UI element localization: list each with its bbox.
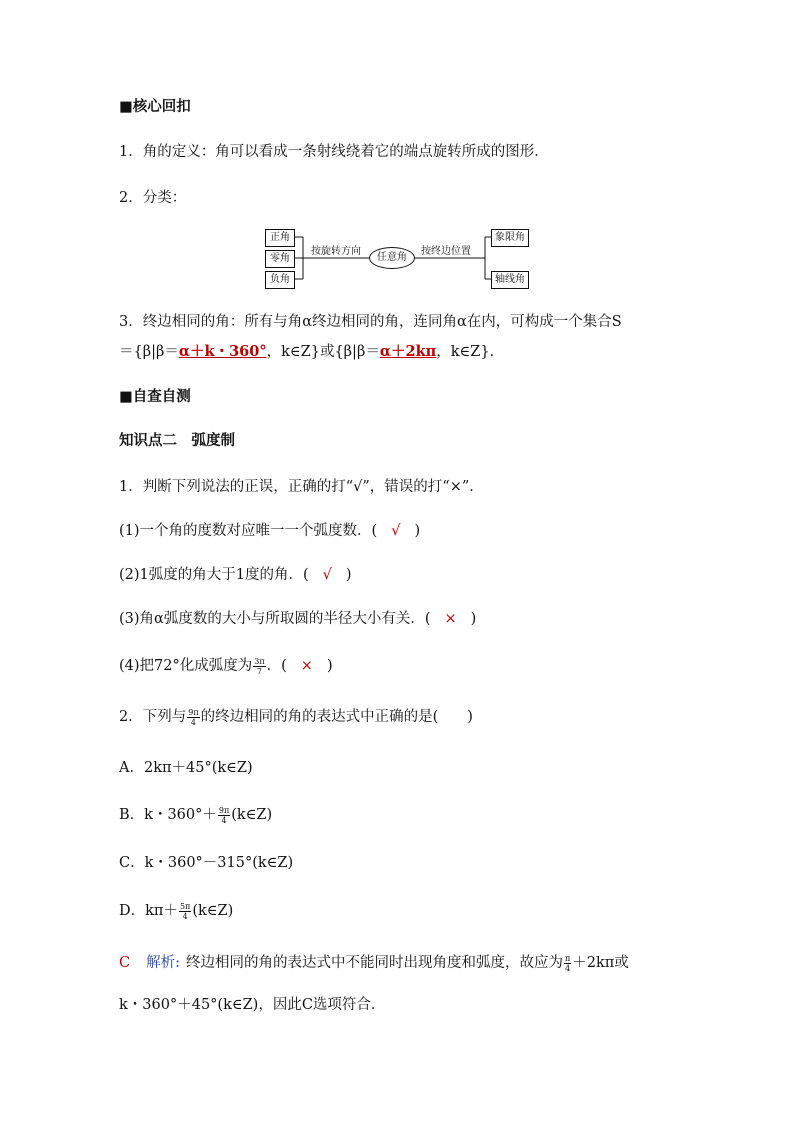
q2-stem [119, 707, 473, 727]
q2-stem-b: 的终边相同的角的表达式中正确的是( ) [200, 709, 473, 725]
q2-stem-a: 2．下列与 [119, 709, 187, 725]
solution-line-1 [119, 953, 629, 973]
q1-item-3-mark: × [444, 611, 457, 627]
q1-item-1-text: (1)一个角的度数对应唯一一个弧度数．( [119, 523, 378, 539]
q1-item-1-mark: √ [391, 523, 401, 539]
box-positive-angle: 正角 [265, 229, 295, 247]
q2-option-b [119, 805, 272, 825]
solution-text-2: ＋2kπ或 [572, 955, 629, 971]
angle-classification-diagram [265, 226, 529, 290]
q1-item-1-close: ) [414, 523, 421, 539]
solution-line-2: k・360°＋45°(k∈Z)，因此C选项符合． [119, 997, 386, 1013]
core-item-3-line2 [119, 342, 504, 362]
q2-option-d-b: (k∈Z) [192, 903, 234, 919]
q1-item-2-text: (2)1弧度的角大于1度的角．( [119, 567, 309, 583]
q2-option-d-a: D．kπ＋ [119, 903, 178, 919]
fraction-pi-4: $\frac{\pi}{4}$ [565, 953, 571, 973]
q2-option-b-b: (k∈Z) [231, 807, 273, 823]
q2-option-a: A．2kπ＋45°(k∈Z) [119, 760, 253, 776]
fraction-3pi-7: $\frac{3\pi}{7}$ [254, 656, 265, 676]
q1-item-3-text: (3)角α弧度数的大小与所取圆的半径大小有关．( [119, 611, 431, 627]
section-core-review: ■核心回扣 [119, 98, 191, 115]
q1-item-4-text: (4)把72°化成弧度为 [119, 658, 253, 674]
set-text-a: ＝{β|β＝ [119, 344, 179, 360]
core-item-2: 2．分类： [119, 190, 187, 206]
core-item-1: 1．角的定义：角可以看成一条射线绕着它的端点旋转所成的图形． [119, 144, 549, 160]
q1-item-2 [119, 565, 352, 585]
solution-text-1: 终边相同的角的表达式中不能同时出现角度和弧度，故应为 [186, 955, 563, 971]
q2-option-b-a: B．k・360°＋ [119, 807, 217, 823]
q1-item-4-mark: × [300, 658, 313, 674]
box-negative-angle: 负角 [265, 271, 295, 289]
core-item-3-line1: 3．终边相同的角：所有与角α终边相同的角，连同角α在内，可构成一个集合S [119, 314, 622, 330]
box-quadrant-angle: 象限角 [491, 229, 529, 247]
solution-answer: C [119, 955, 131, 971]
q1-item-4-close: ) [326, 658, 333, 674]
q2-option-d [119, 901, 233, 921]
knowledge-point-title: 知识点二 弧度制 [119, 432, 235, 449]
set-text-b: ，k∈Z}或{β|β＝ [266, 344, 380, 360]
label-by-rotation: 按旋转方向 [311, 246, 361, 257]
answer-blank-2: α＋2kπ [379, 343, 437, 360]
section-self-check: ■自查自测 [119, 388, 191, 405]
fraction-9pi-4-b: $\frac{9\pi}{4}$ [218, 805, 230, 825]
ellipse-any-angle: 任意角 [369, 247, 415, 269]
answer-blank-1: α＋k・360° [178, 343, 267, 360]
q2-option-c: C．k・360°－315°(k∈Z) [119, 855, 294, 871]
box-axis-angle: 轴线角 [491, 271, 529, 289]
solution-label: 解析: [146, 955, 180, 971]
q1-item-3 [119, 609, 476, 629]
q1-item-2-close: ) [345, 567, 352, 583]
q1-item-3-close: ) [470, 611, 477, 627]
q1-item-4 [119, 656, 333, 676]
fraction-9pi-4: $\frac{9\pi}{4}$ [188, 707, 199, 727]
label-by-terminal-side: 按终边位置 [421, 246, 471, 257]
q1-item-2-mark: √ [322, 567, 332, 583]
set-text-c: ，k∈Z}． [436, 344, 505, 360]
q1-item-1 [119, 521, 420, 541]
q1-item-4-text2: ．( [266, 658, 287, 674]
q1-stem: 1．判断下列说法的正误，正确的打“√”，错误的打“×”． [119, 479, 484, 495]
box-zero-angle: 零角 [265, 250, 295, 268]
fraction-5pi-4: $\frac{5\pi}{4}$ [179, 901, 191, 921]
